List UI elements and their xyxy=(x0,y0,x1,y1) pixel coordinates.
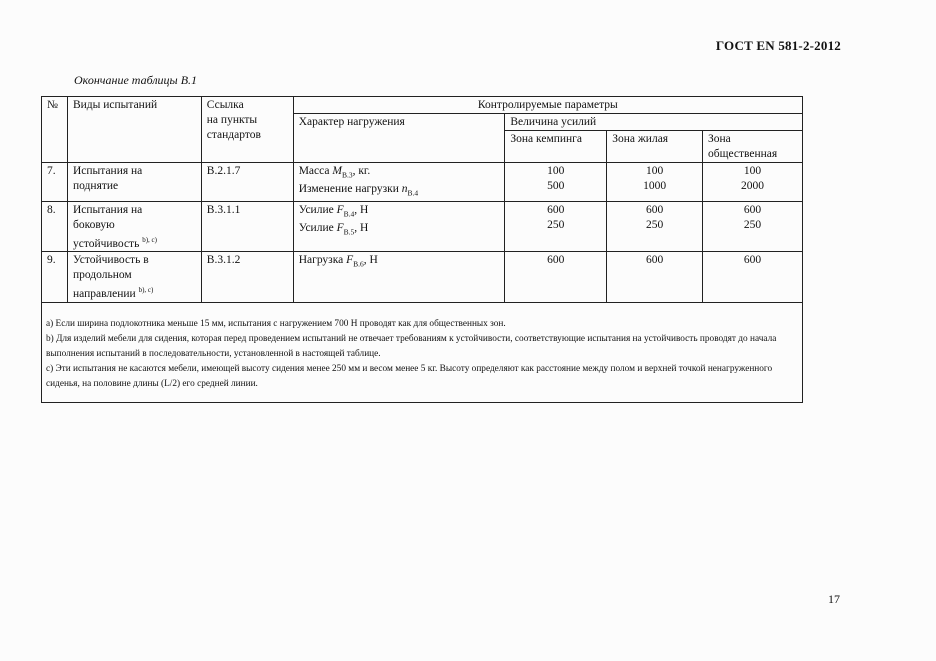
row-test-type xyxy=(67,252,201,303)
header-reference-line3: стандартов xyxy=(206,129,261,141)
row-zone-residential xyxy=(607,201,703,252)
row-zone-public xyxy=(703,201,803,252)
table-notes xyxy=(42,303,803,403)
row-test-line: продольном xyxy=(72,269,132,282)
note-a: a) Если ширина подлокотника меньше 15 мм, испытания с нагружением 700 Н проводят как для общественных зон. xyxy=(46,319,506,330)
header-no: № xyxy=(42,97,68,163)
header-test-type: Виды испытаний xyxy=(67,97,201,163)
row-zone-camping xyxy=(505,201,607,252)
load-symbol: M xyxy=(332,165,342,177)
row-number: 7. xyxy=(42,163,68,202)
load-text: Изменение нагрузки xyxy=(298,183,402,196)
header-zone-camping: Зона кемпинга xyxy=(505,131,607,163)
load-subscript: B.4 xyxy=(343,208,355,218)
page-number: 17 xyxy=(828,592,840,606)
test-table xyxy=(41,96,803,403)
footnote-ref: b), c) xyxy=(142,235,157,244)
row-test-type xyxy=(67,163,201,202)
value-cell: 600 xyxy=(645,203,664,216)
header-force-magnitude: Величина усилий xyxy=(505,114,803,131)
row-test-type xyxy=(67,201,201,252)
row-zone-residential xyxy=(607,163,703,202)
row-test-line: Испытания на xyxy=(72,203,143,216)
row-test-line: боковую xyxy=(72,218,115,231)
header-zone-public xyxy=(703,131,803,163)
header-zone-residential: Зона жилая xyxy=(607,131,703,163)
row-reference: B.2.1.7 xyxy=(201,163,293,202)
row-reference: B.3.1.1 xyxy=(201,201,293,252)
value-cell: 2000 xyxy=(741,180,764,192)
value-cell: 600 xyxy=(547,203,565,216)
header-zone-public-line2: общественная xyxy=(708,148,778,160)
footnote-ref: b), c) xyxy=(138,286,154,295)
value-cell: 100 xyxy=(547,165,565,177)
note-b: b) Для изделий мебели для сидения, которая перед проведением испытаний не отвечает требованиям к устойчивости, соответствующие испытания на устойчивость проводят до начала выполнения испытаний в последовательности, установленной в настоящей таблице. xyxy=(46,334,777,360)
row-test-line: Устойчивость в xyxy=(72,254,149,267)
load-subscript: B.4 xyxy=(407,188,419,198)
load-text: Нагрузка xyxy=(298,254,347,267)
row-test-line: Испытания на xyxy=(72,165,143,177)
standard-header: ГОСТ EN 581-2-2012 xyxy=(715,38,841,53)
row-load-character xyxy=(293,252,505,303)
value-cell: 250 xyxy=(645,218,664,231)
row-number: 9. xyxy=(42,252,68,303)
table-row xyxy=(42,163,803,202)
row-number: 8. xyxy=(42,201,68,252)
value-cell: 100 xyxy=(645,165,664,177)
row-zone-camping: 600 xyxy=(505,252,607,303)
table-row xyxy=(42,252,803,303)
row-reference: B.3.1.2 xyxy=(201,252,293,303)
row-zone-public: 600 xyxy=(703,252,803,303)
row-zone-residential: 600 xyxy=(607,252,703,303)
load-symbol: F xyxy=(336,221,344,234)
row-zone-camping xyxy=(505,163,607,202)
value-cell: 600 xyxy=(743,203,762,216)
header-reference xyxy=(201,97,293,163)
load-symbol: F xyxy=(336,203,344,216)
row-test-line: устойчивость xyxy=(72,237,140,250)
load-unit: , Н xyxy=(354,203,369,216)
load-unit: , Н xyxy=(354,221,369,234)
note-c: c) Эти испытания не касаются мебели, имеющей высоту сидения менее 250 мм и весом менее 5 кг. Высоту определяют как расстояние между полом и верхней точкой ненагруженного сиденья, на половине длины (L/2) его средней линии. xyxy=(46,364,773,390)
load-unit: , Н xyxy=(363,254,378,267)
value-cell: 250 xyxy=(743,218,762,231)
load-subscript: B.3 xyxy=(341,170,353,180)
notes-row xyxy=(42,303,803,403)
table-caption: Окончание таблицы В.1 xyxy=(74,73,198,87)
header-reference-line1: Ссылка xyxy=(206,99,244,111)
row-zone-public xyxy=(703,163,803,202)
load-text: Масса xyxy=(298,165,333,177)
load-text: Усилие xyxy=(298,203,337,216)
load-symbol: n xyxy=(401,183,408,196)
header-load-character: Характер нагружения xyxy=(293,114,505,163)
header-zone-public-line1: Зона xyxy=(708,133,731,145)
value-cell: 500 xyxy=(547,180,565,192)
row-load-character xyxy=(293,201,505,252)
header-row xyxy=(42,97,803,114)
row-test-line: поднятие xyxy=(72,180,119,192)
load-symbol: F xyxy=(346,254,354,267)
header-controlled-params: Контролируемые параметры xyxy=(293,97,802,114)
load-subscript: B.5 xyxy=(343,227,355,237)
load-unit: , кг. xyxy=(352,165,371,177)
row-test-line: направлении xyxy=(72,288,136,301)
table-row xyxy=(42,201,803,252)
value-cell: 250 xyxy=(547,218,565,231)
load-text: Усилие xyxy=(298,221,337,234)
value-cell: 1000 xyxy=(643,180,667,192)
load-subscript: B.6 xyxy=(353,259,364,269)
header-reference-line2: на пункты xyxy=(206,114,258,126)
row-load-character xyxy=(293,163,505,202)
value-cell: 100 xyxy=(743,165,762,177)
